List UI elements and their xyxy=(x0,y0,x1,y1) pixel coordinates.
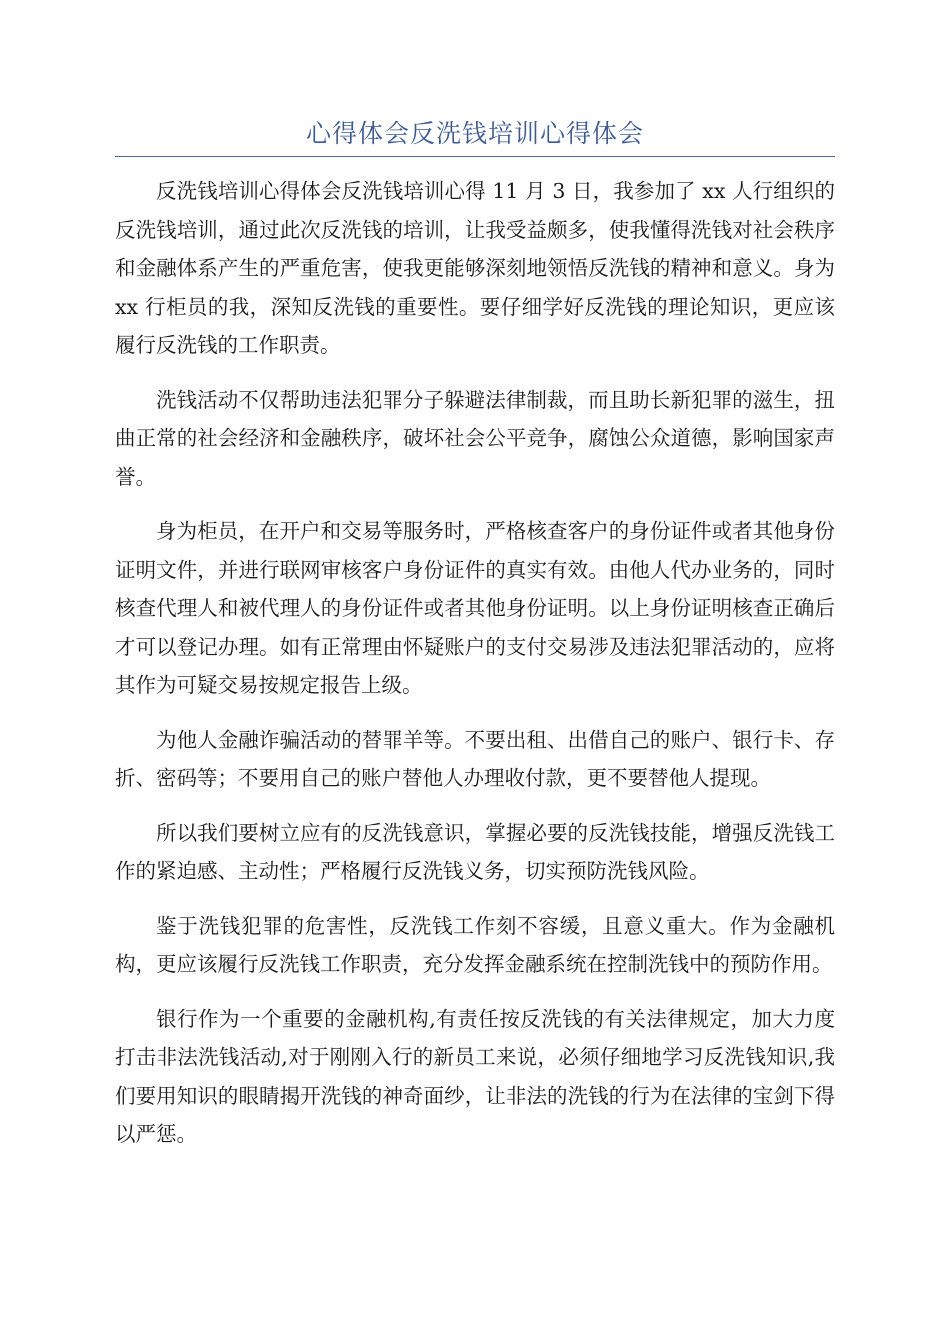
document-body xyxy=(115,172,835,1170)
paragraph-7: 银行作为一个重要的金融机构,有责任按反洗钱的有关法律规定，加大力度打击非法洗钱活动,对于刚刚入行的新员工来说，必须仔细地学习反洗钱知识,我们要用知识的眼睛揭开洗钱的神奇面纱，让非法的洗钱的行为在法律的宝剑下得以严惩。 xyxy=(115,1006,835,1146)
paragraph-1: 反洗钱培训心得体会反洗钱培训心得 11 月 3 日，我参加了 xx 人行组织的反洗钱培训，通过此次反洗钱的培训，让我受益颇多，使我懂得洗钱对社会秩序和金融体系产生的严重危害，使我更能够深刻地领悟反洗钱的精神和意义。身为 xx 行柜员的我，深知反洗钱的重要性。要仔细学好反洗钱的理论知识，更应该履行反洗钱的工作职责。 xyxy=(115,179,835,357)
paragraph-2: 洗钱活动不仅帮助违法犯罪分子躲避法律制裁，而且助长新犯罪的滋生，扭曲正常的社会经济和金融秩序，破坏社会公平竞争，腐蚀公众道德，影响国家声誉。 xyxy=(115,387,835,489)
paragraph-6: 鉴于洗钱犯罪的危害性，反洗钱工作刻不容缓，且意义重大。作为金融机构，更应该履行反洗钱工作职责，充分发挥金融系统在控制洗钱中的预防作用。 xyxy=(115,913,835,976)
document-title: 心得体会反洗钱培训心得体会 xyxy=(305,119,644,148)
paragraph-5: 所以我们要树立应有的反洗钱意识，掌握必要的反洗钱技能，增强反洗钱工作的紧迫感、主动性；严格履行反洗钱义务，切实预防洗钱风险。 xyxy=(115,820,835,883)
paragraph-3: 身为柜员，在开户和交易等服务时，严格核查客户的身份证件或者其他身份证明文件，并进行联网审核客户身份证件的真实有效。由他人代办业务的，同时核查代理人和被代理人的身份证件或者其他身份证明。以上身份证明核查正确后才可以登记办理。如有正常理由怀疑账户的支付交易涉及违法犯罪活动的，应将其作为可疑交易按规定报告上级。 xyxy=(115,519,835,697)
paragraph-4: 为他人金融诈骗活动的替罪羊等。不要出租、出借自己的账户、银行卡、存折、密码等；不要用自己的账户替他人办理收付款，更不要替他人提现。 xyxy=(115,727,835,790)
title-block xyxy=(115,112,835,157)
